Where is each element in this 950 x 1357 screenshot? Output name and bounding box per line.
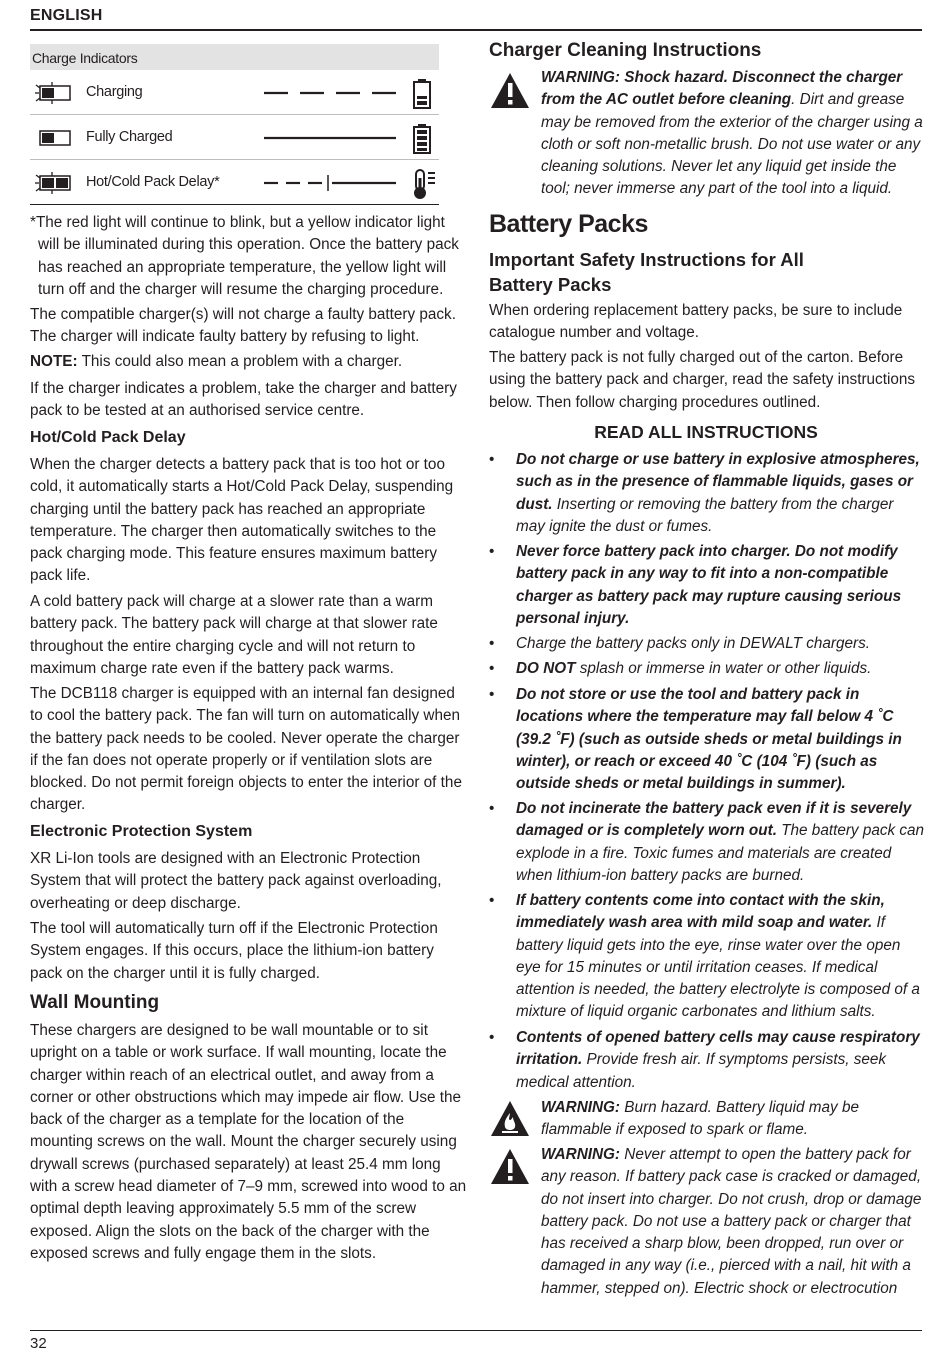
problem-paragraph: If the charger indicates a problem, take the charger and battery pack to be tested at an authorised service centre. [30,380,457,420]
eps-heading: Electronic Protection System [30,823,253,840]
hot-cold-paragraph-2: A cold battery pack will charge at a slower rate than a warm battery pack. The battery pack will charge at that slower rate throughout the entire charging cycle and will not return to maximum charge rate even if the battery pack warms. [30,593,438,677]
charge-indicator-row-charging [30,70,439,115]
carton-paragraph: The battery pack is not fully charged out of the carton. Before using the battery pack and charger, read the safety instructions below. Then follow charging procedures outlined. [489,349,916,411]
charge-indicator-row-hot-cold-delay [30,160,439,205]
eps-paragraph-2: The tool will automatically turn off if the Electronic Protection System engages. If this occurs, place the lithium-ion battery pack on the charger until it is fully charged. [30,920,438,982]
safety-instructions-heading: Important Safety Instructions for All Battery Packs [489,249,804,295]
footnote-paragraph: *The red light will continue to blink, but a yellow indicator light will be illuminated during this operation. Once the battery pack has reached an appropriate temperature, the yellow light will turn off and the charger will resume the charging procedure. [30,214,459,298]
hot-cold-paragraph-1: When the charger detects a battery pack that is too hot or too cold, it automatically starts a Hot/Cold Pack Delay, suspending charging until the battery pack has reached an appropriate temperature. The charger then automatically switches to the pack charging mode. This feature ensures maximum battery pack life. [30,456,454,585]
eps-paragraph-1: XR Li-Ion tools are designed with an Electronic Protection System that will protect the battery pack against overloading, overheating or deep discharge. [30,850,442,912]
battery-charging-icon [410,78,434,110]
charger-cleaning-heading: Charger Cleaning Instructions [489,40,762,61]
open-battery-warning [489,1144,929,1304]
solid-red-led-icon [34,127,74,149]
charge-indicator-label: Fully Charged [86,129,173,145]
charge-indicator-row-fully-charged [30,115,439,160]
thermometer-icon [410,168,438,200]
ordering-paragraph: When ordering replacement battery packs, be sure to include catalogue number and voltage. [489,302,903,342]
page-number: 32 [30,1335,47,1352]
open-warning-bold: WARNING: [541,1146,621,1163]
note-text: This could also mean a problem with a charger. [77,353,403,370]
battery-packs-heading: Battery Packs [489,210,648,238]
cleaning-warning [489,67,929,202]
dash-and-solid-line-icon [264,172,404,194]
footer-rule [30,1330,922,1331]
blinking-red-yellow-led-icon [34,172,74,194]
open-warning-text: Never attempt to open the battery pack for any reason. If battery pack case is cracked or damaged, do not insert into charger. Do not crush, drop or damage battery pack. Do not use a battery pack or charger that has received a sharp blow, been dropped, run over or damaged in any way (i.e., pierced with a nail, hit with a hammer, stepped on). Electric shock or electrocution [541,1146,922,1297]
cleaning-warning-bold: WARNING: Shock hazard. Disconnect the charger from the AC outlet before cleaning [541,69,903,109]
read-all-instructions-heading: READ ALL INSTRUCTIONS [594,422,818,442]
note-label: NOTE: [30,353,78,370]
blinking-red-led-icon [34,82,74,104]
compatible-charger-paragraph: The compatible charger(s) will not charge a faulty battery pack. The charger will indicate faulty battery by refusing to light. [30,306,456,346]
solid-line-icon [264,127,404,149]
warning-triangle-icon [489,71,531,111]
cleaning-warning-text: . Dirt and grease may be removed from the exterior of the charger using a cloth or soft non-metallic brush. Do not use water or any cleaning solutions. Never let any liquid get inside the tool; never immerse any part of the tool into a liquid. [541,91,923,198]
battery-full-icon [410,123,434,155]
wall-mounting-paragraph: These chargers are designed to be wall mountable or to sit upright on a table or work surface. If wall mounting, locate the charger within reach of an electrical outlet, and away from a corner or other obstructions which may impede air flow. Use the back of the charger as a template for the location of the mounting screws on the wall. Mount the charger securely using drywall screws (purchased separately) at least 25.4 mm long with a screw head diameter of 7–9 mm, screwed into wood to an optimal depth leaving approximately 5.5 mm of the screw exposed. Align the slots on the back of the charger with the exposed screws and fully engage them in the slots. [30,1022,467,1262]
header-language: ENGLISH [30,7,103,24]
burn-warning-text: Burn hazard. Battery liquid may be flammable if exposed to spark or flame. [541,1099,859,1139]
charge-indicator-label: Charging [86,84,143,100]
burn-hazard-warning [489,1097,929,1145]
flame-warning-icon [489,1099,531,1139]
warning-triangle-icon [489,1147,531,1187]
wall-mounting-heading: Wall Mounting [30,992,160,1013]
header-rule [30,29,922,31]
note-paragraph [30,351,470,373]
burn-warning-bold: WARNING: [541,1099,621,1116]
charge-indicator-label: Hot/Cold Pack Delay* [86,174,220,190]
blinking-dashed-line-icon [264,82,404,104]
charge-indicators-table [30,44,439,205]
charge-indicators-title: Charge Indicators [30,44,439,70]
hot-cold-delay-heading: Hot/Cold Pack Delay [30,429,186,446]
hot-cold-paragraph-3: The DCB118 charger is equipped with an internal fan designed to cool the battery pack. The fan will turn on automatically when the battery pack needs to be cooled. Never operate the charger if the fan does not operate properly or if ventilation slots are blocked. Do not permit foreign objects to enter the interior of the charger. [30,685,462,814]
